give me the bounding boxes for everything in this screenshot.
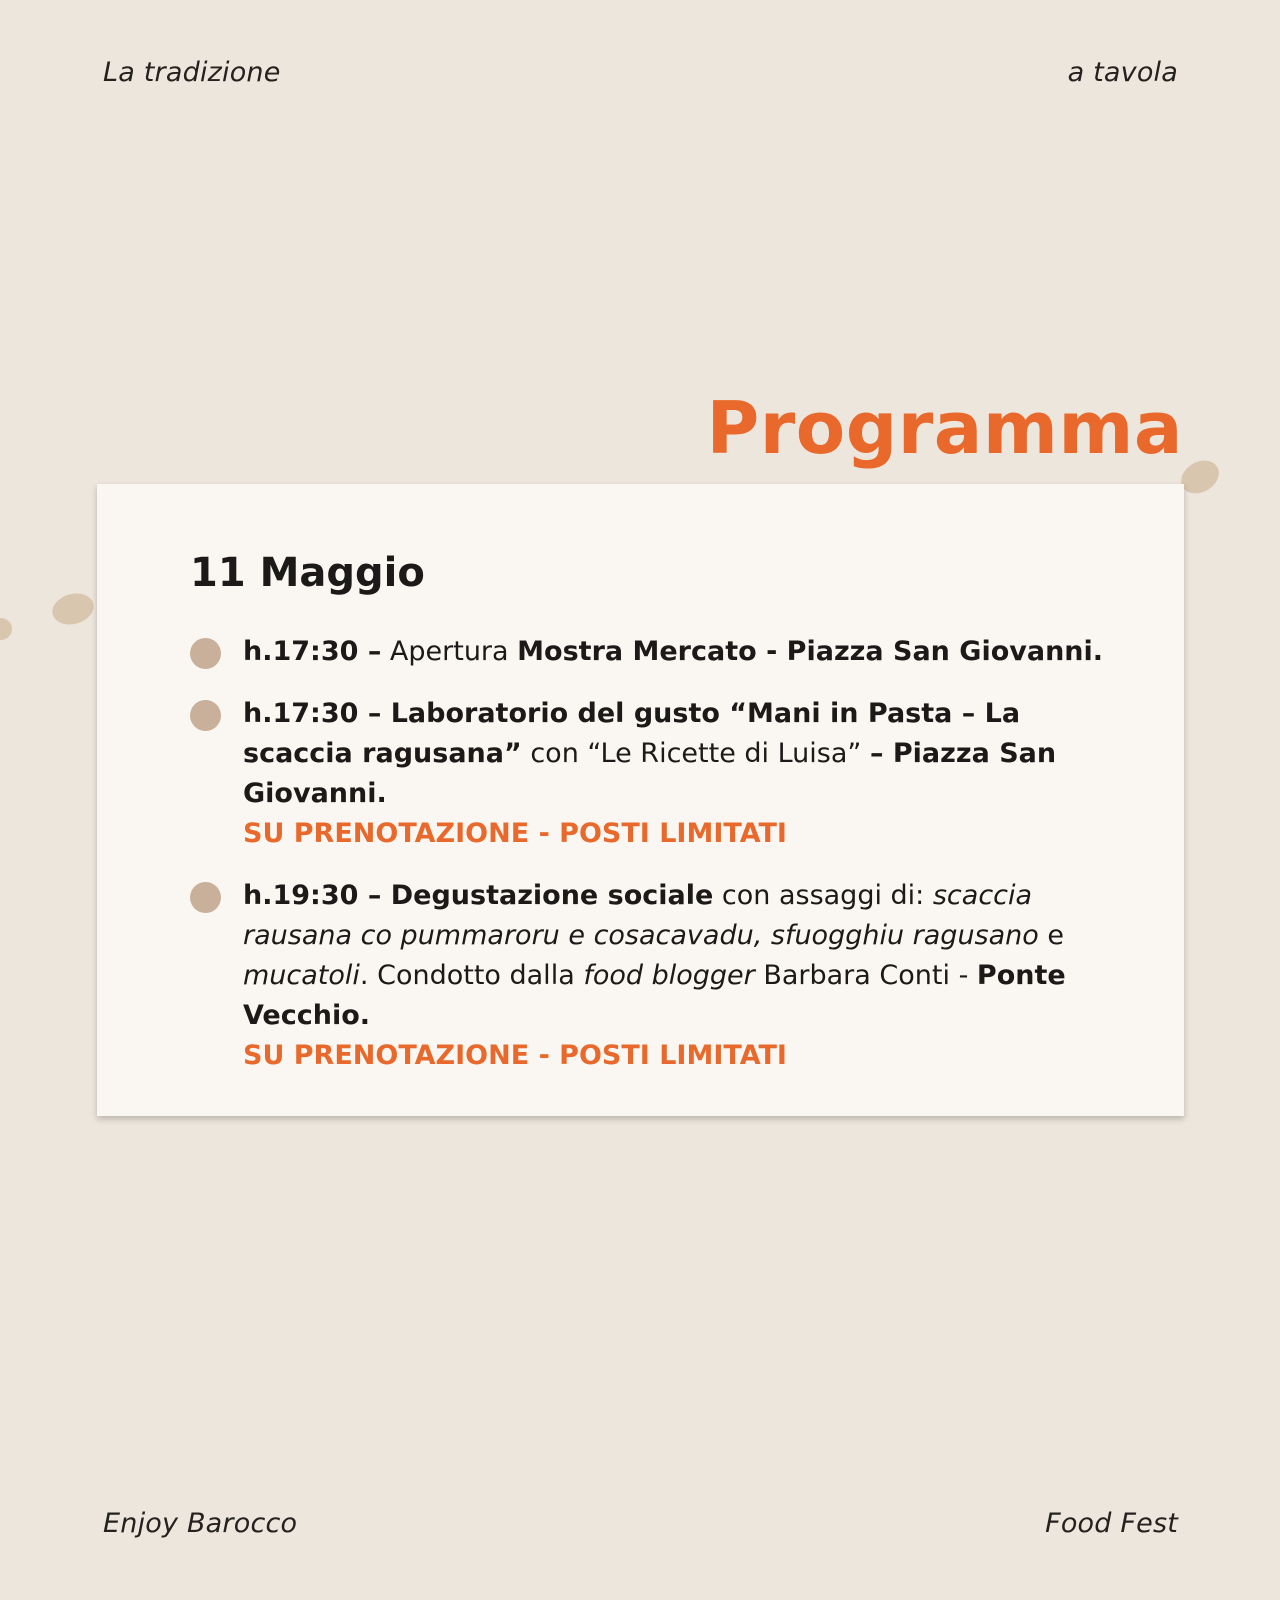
bullet-dot-icon xyxy=(190,882,221,913)
header-right-text: a tavola xyxy=(1067,57,1178,88)
event-item xyxy=(190,632,1120,672)
event-time: h.17:30 – xyxy=(243,636,382,667)
decorative-speck xyxy=(0,618,12,640)
event-place: Mostra Mercato - Piazza San Giovanni. xyxy=(517,636,1104,667)
event-text: Apertura xyxy=(381,636,518,667)
event-place: Ponte Vecchio. xyxy=(243,960,1066,1031)
program-date: 11 Maggio xyxy=(190,550,425,596)
header-left-text: La tradizione xyxy=(103,57,281,88)
event-text: con “Le Ricette di Luisa” xyxy=(521,738,870,769)
bullet-dot-icon xyxy=(190,700,221,731)
event-dishes: scaccia rausana co pummaroru e cosacavadu, sfuogghiu ragusano xyxy=(243,880,1039,951)
event-text: con assaggi di: xyxy=(713,880,933,911)
bullet-dot-icon xyxy=(190,638,221,669)
event-text: . Condotto dalla xyxy=(359,960,584,991)
event-item xyxy=(190,876,1120,1076)
event-list xyxy=(190,632,1120,1076)
page-title: Programma xyxy=(706,386,1183,470)
event-dish: mucatoli xyxy=(243,960,360,991)
event-text: Barbara Conti - xyxy=(754,960,977,991)
event-text: e xyxy=(1038,920,1065,951)
footer-right-text: Food Fest xyxy=(1045,1508,1178,1539)
event-item xyxy=(190,694,1120,854)
event-role: food blogger xyxy=(583,960,755,991)
footer-left-text: Enjoy Barocco xyxy=(103,1508,298,1539)
event-title: h.19:30 – Degustazione sociale xyxy=(243,880,714,911)
booking-note: SU PRENOTAZIONE - POSTI LIMITATI xyxy=(243,1040,787,1071)
event-place: – Piazza San Giovanni. xyxy=(243,738,1057,809)
event-title: h.17:30 – Laboratorio del gusto “Mani in Pasta – La scaccia ragusana” xyxy=(243,698,1021,769)
booking-note: SU PRENOTAZIONE - POSTI LIMITATI xyxy=(243,818,787,849)
program-card xyxy=(97,484,1184,1116)
decorative-speck xyxy=(49,589,97,629)
